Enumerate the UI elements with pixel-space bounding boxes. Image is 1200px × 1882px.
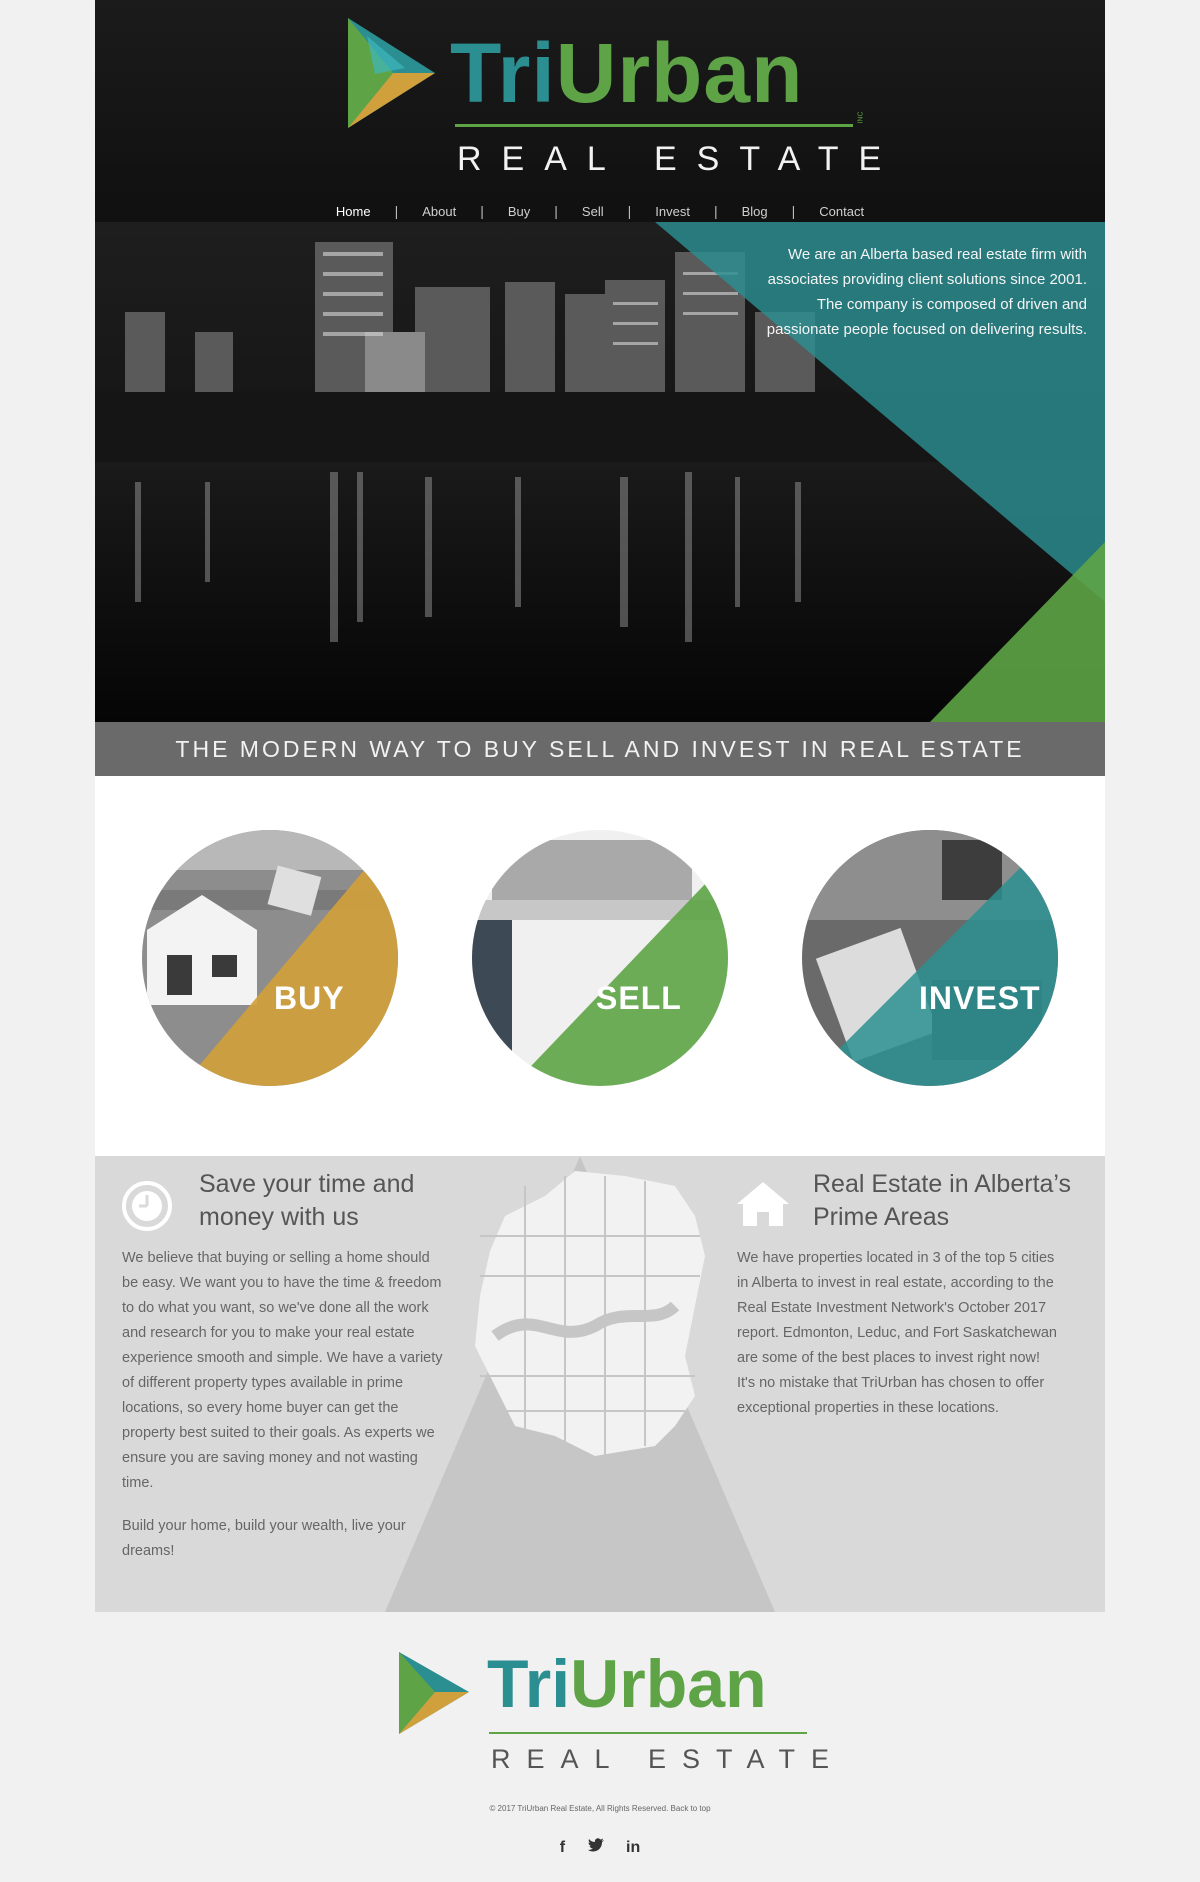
left-body-tagline: Build your home, build your wealth, live your dreams! <box>122 1518 406 1559</box>
nav-separator: | <box>791 203 796 219</box>
nav-separator: | <box>554 203 558 219</box>
site-header <box>95 0 1105 198</box>
brand-wordmark <box>450 28 803 118</box>
nav-separator: | <box>394 203 399 219</box>
page <box>95 0 1105 1559</box>
copyright-text: © 2017 TriUrban Real Estate, All Rights Reserved. Back to top <box>489 1804 711 1813</box>
brand-name-tri: Tri <box>450 26 556 120</box>
footer-brand-tri: Tri <box>487 1646 571 1722</box>
facebook-icon[interactable]: f <box>559 1839 566 1856</box>
nav-item-home[interactable]: Home <box>335 203 371 219</box>
buy-circle[interactable] <box>142 830 398 1086</box>
main-nav <box>95 198 1105 224</box>
nav-item-invest[interactable]: Invest <box>655 203 690 219</box>
brand-name-urban: Urban <box>555 26 804 120</box>
triurban-logo-mark-icon <box>345 18 440 128</box>
nav-item-about[interactable]: About <box>422 203 457 219</box>
tagline-text: THE MODERN WAY TO BUY SELL AND INVEST IN REAL ESTATE <box>175 735 1025 762</box>
social-links <box>0 1838 1200 1857</box>
footer-wordmark <box>487 1648 767 1720</box>
sell-circle[interactable] <box>472 830 728 1086</box>
info-section <box>95 1156 1105 1612</box>
services-section <box>95 776 1105 1156</box>
footer-logo[interactable] <box>397 1646 846 1778</box>
footer-brand-subtitle: REAL ESTATE <box>491 1744 846 1774</box>
nav-item-sell[interactable]: Sell <box>581 203 604 219</box>
home-icon <box>735 1180 791 1228</box>
invest-image <box>802 830 1058 1086</box>
nav-separator: | <box>480 203 484 219</box>
site-logo[interactable] <box>345 18 902 178</box>
nav-item-buy[interactable]: Buy <box>507 203 531 219</box>
twitter-icon[interactable] <box>588 1838 604 1857</box>
buy-image <box>142 830 398 1086</box>
invest-circle[interactable] <box>802 830 1058 1086</box>
clock-icon <box>121 1180 173 1232</box>
hero-banner <box>95 222 1105 722</box>
nav-separator: | <box>627 203 632 219</box>
left-body-paragraph: We believe that buying or selling a home should be easy. We want you to have the time & freedom to do what you want, so we've done all the work and research for you to make your real estate experience smooth and simple. We have a variety of different property types available in prime locations, so every home buyer can get the property best suited to their goals. As experts we ensure you are saving money and not wasting time. <box>122 1250 443 1491</box>
invest-label: INVEST <box>919 980 1041 1016</box>
footer-brand-urban: Urban <box>570 1646 767 1722</box>
hero-description: We are an Alberta based real estate firm with associates providing client solutions since 2001. The company is composed of driven and passionate people focused on delivering results. <box>766 246 1087 338</box>
nav-item-contact[interactable]: Contact <box>819 203 865 219</box>
sell-image <box>472 830 728 1086</box>
brand-rule <box>455 124 853 127</box>
linkedin-icon[interactable]: in <box>626 1839 641 1856</box>
tagline-band <box>95 722 1105 776</box>
left-section-body <box>122 1246 448 1582</box>
sell-label: SELL <box>596 980 682 1016</box>
buy-label: BUY <box>274 980 345 1016</box>
nav-separator: | <box>713 203 718 219</box>
brand-inc: INC <box>857 111 865 124</box>
triurban-logo-mark-icon <box>397 1652 473 1734</box>
right-section-title: Real Estate in Alberta’s Prime Areas <box>813 1170 1072 1231</box>
brand-subtitle: REAL ESTATE <box>457 140 902 178</box>
right-section-body: We have properties located in 3 of the top 5 cities in Alberta to invest in real estate, according to the Real Estate Investment Network's October 2017 report. Edmonton, Leduc, and Fort Saskatchewan are some of the best places to invest right now! It's no mistake that TriUrban has chosen to offer exceptional properties in these locations. <box>737 1250 1057 1416</box>
footer-brand-rule <box>489 1732 807 1734</box>
left-section-title: Save your time and money with us <box>199 1170 415 1231</box>
nav-item-blog[interactable]: Blog <box>741 203 768 219</box>
